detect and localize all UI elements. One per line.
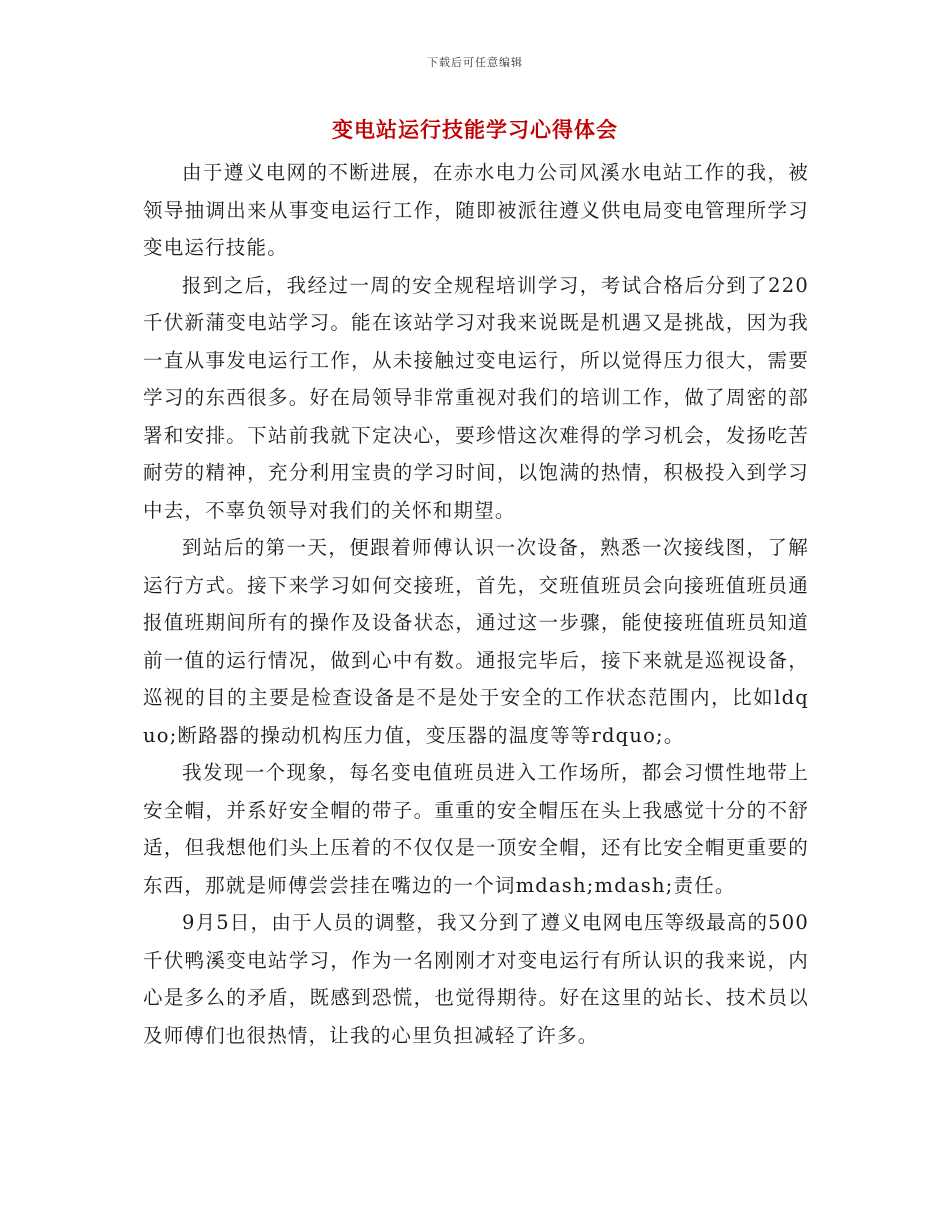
document-title: 变电站运行技能学习心得体会: [332, 117, 618, 142]
header-note: 下载后可任意编辑: [427, 56, 523, 69]
paragraph-2: 报到之后，我经过一周的安全规程培训学习，考试合格后分到了220千伏新蒲变电站学习。能在该站学习对我来说既是机遇又是挑战，因为我一直从事发电运行工作，从未接触过变电运行，所以觉得压力很大，需要学习的东西很多。好在局领导非常重视对我们的培训工作，做了周密的部署和安排。下站前我就下定决心，要珍惜这次难得的学习机会，发扬吃苦耐劳的精神，充分利用宝贵的学习时间，以饱满的热情，积极投入到学习中去，不辜负领导对我们的关怀和期望。: [143, 273, 809, 522]
paragraph-4: 我发现一个现象，每名变电值班员进入工作场所，都会习惯性地带上安全帽，并系好安全帽的带子。重重的安全帽压在头上我感觉十分的不舒适，但我想他们头上压着的不仅仅是一顶安全帽，还有比安全帽更重要的东西，那就是师傅尝尝挂在嘴边的一个词mdash;mdash;责任。: [143, 761, 809, 897]
paragraph-5: 9月5日，由于人员的调整，我又分到了遵义电网电压等级最高的500千伏鸭溪变电站学习，作为一名刚刚才对变电运行有所认识的我来说，内心是多么的矛盾，既感到恐慌，也觉得期待。好在这里的站长、技术员以及师傅们也很热情，让我的心里负担减轻了许多。: [143, 911, 809, 1047]
document-body: [143, 154, 809, 1054]
paragraph-1: 由于遵义电网的不断进展，在赤水电力公司风溪水电站工作的我，被领导抽调出来从事变电运行工作，随即被派往遵义供电局变电管理所学习变电运行技能。: [143, 161, 809, 259]
paragraph-3: 到站后的第一天，便跟着师傅认识一次设备，熟悉一次接线图，了解运行方式。接下来学习如何交接班，首先，交班值班员会向接班值班员通报值班期间所有的操作及设备状态，通过这一步骤，能使接班值班员知道前一值的运行情况，做到心中有数。通报完毕后，接下来就是巡视设备，巡视的目的主要是检查设备是不是处于安全的工作状态范围内，比如ldquo;断路器的操动机构压力值，变压器的温度等等rdquo;。: [143, 536, 809, 747]
